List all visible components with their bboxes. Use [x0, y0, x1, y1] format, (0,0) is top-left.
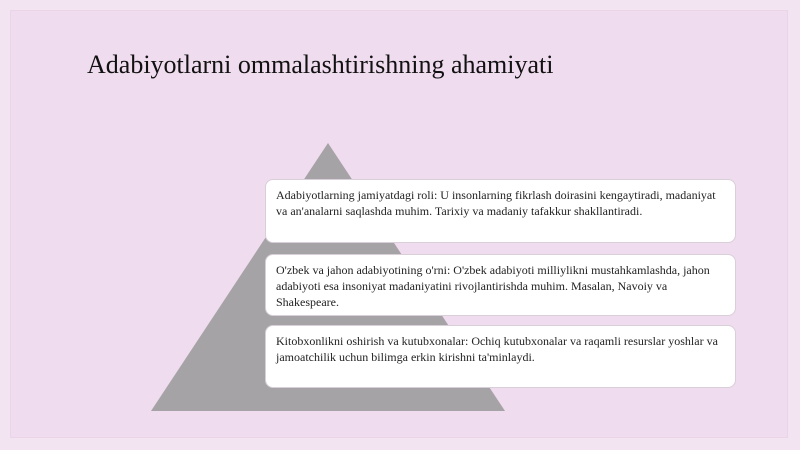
pyramid-level-1-card [265, 179, 736, 243]
slide-title: Adabiyotlarni ommalashtirishning ahamiyati [87, 50, 554, 79]
pyramid-level-2-text: O'zbek va jahon adabiyotining o'rni: O'zbek adabiyoti milliylikni mustahkamlashda, jahon adabiyoti esa insoniyat madaniyatini rivojlantirishda muhim. Masalan, Navoiy va Shakespeare. [276, 263, 710, 309]
pyramid-level-3-text: Kitobxonlikni oshirish va kutubxonalar: Ochiq kutubxonalar va raqamli resurslar yoshlar va jamoatchilik uchun bilimga erkin kirishni ta'minlaydi. [276, 334, 718, 364]
pyramid-level-3-card [265, 325, 736, 388]
pyramid-level-2-card [265, 254, 736, 316]
pyramid-level-1-text: Adabiyotlarning jamiyatdagi roli: U insonlarning fikrlash doirasini kengaytiradi, madaniyat va an'analarni saqlashda muhim. Tarixiy va madaniy tafakkur shakllantiradi. [276, 188, 716, 218]
